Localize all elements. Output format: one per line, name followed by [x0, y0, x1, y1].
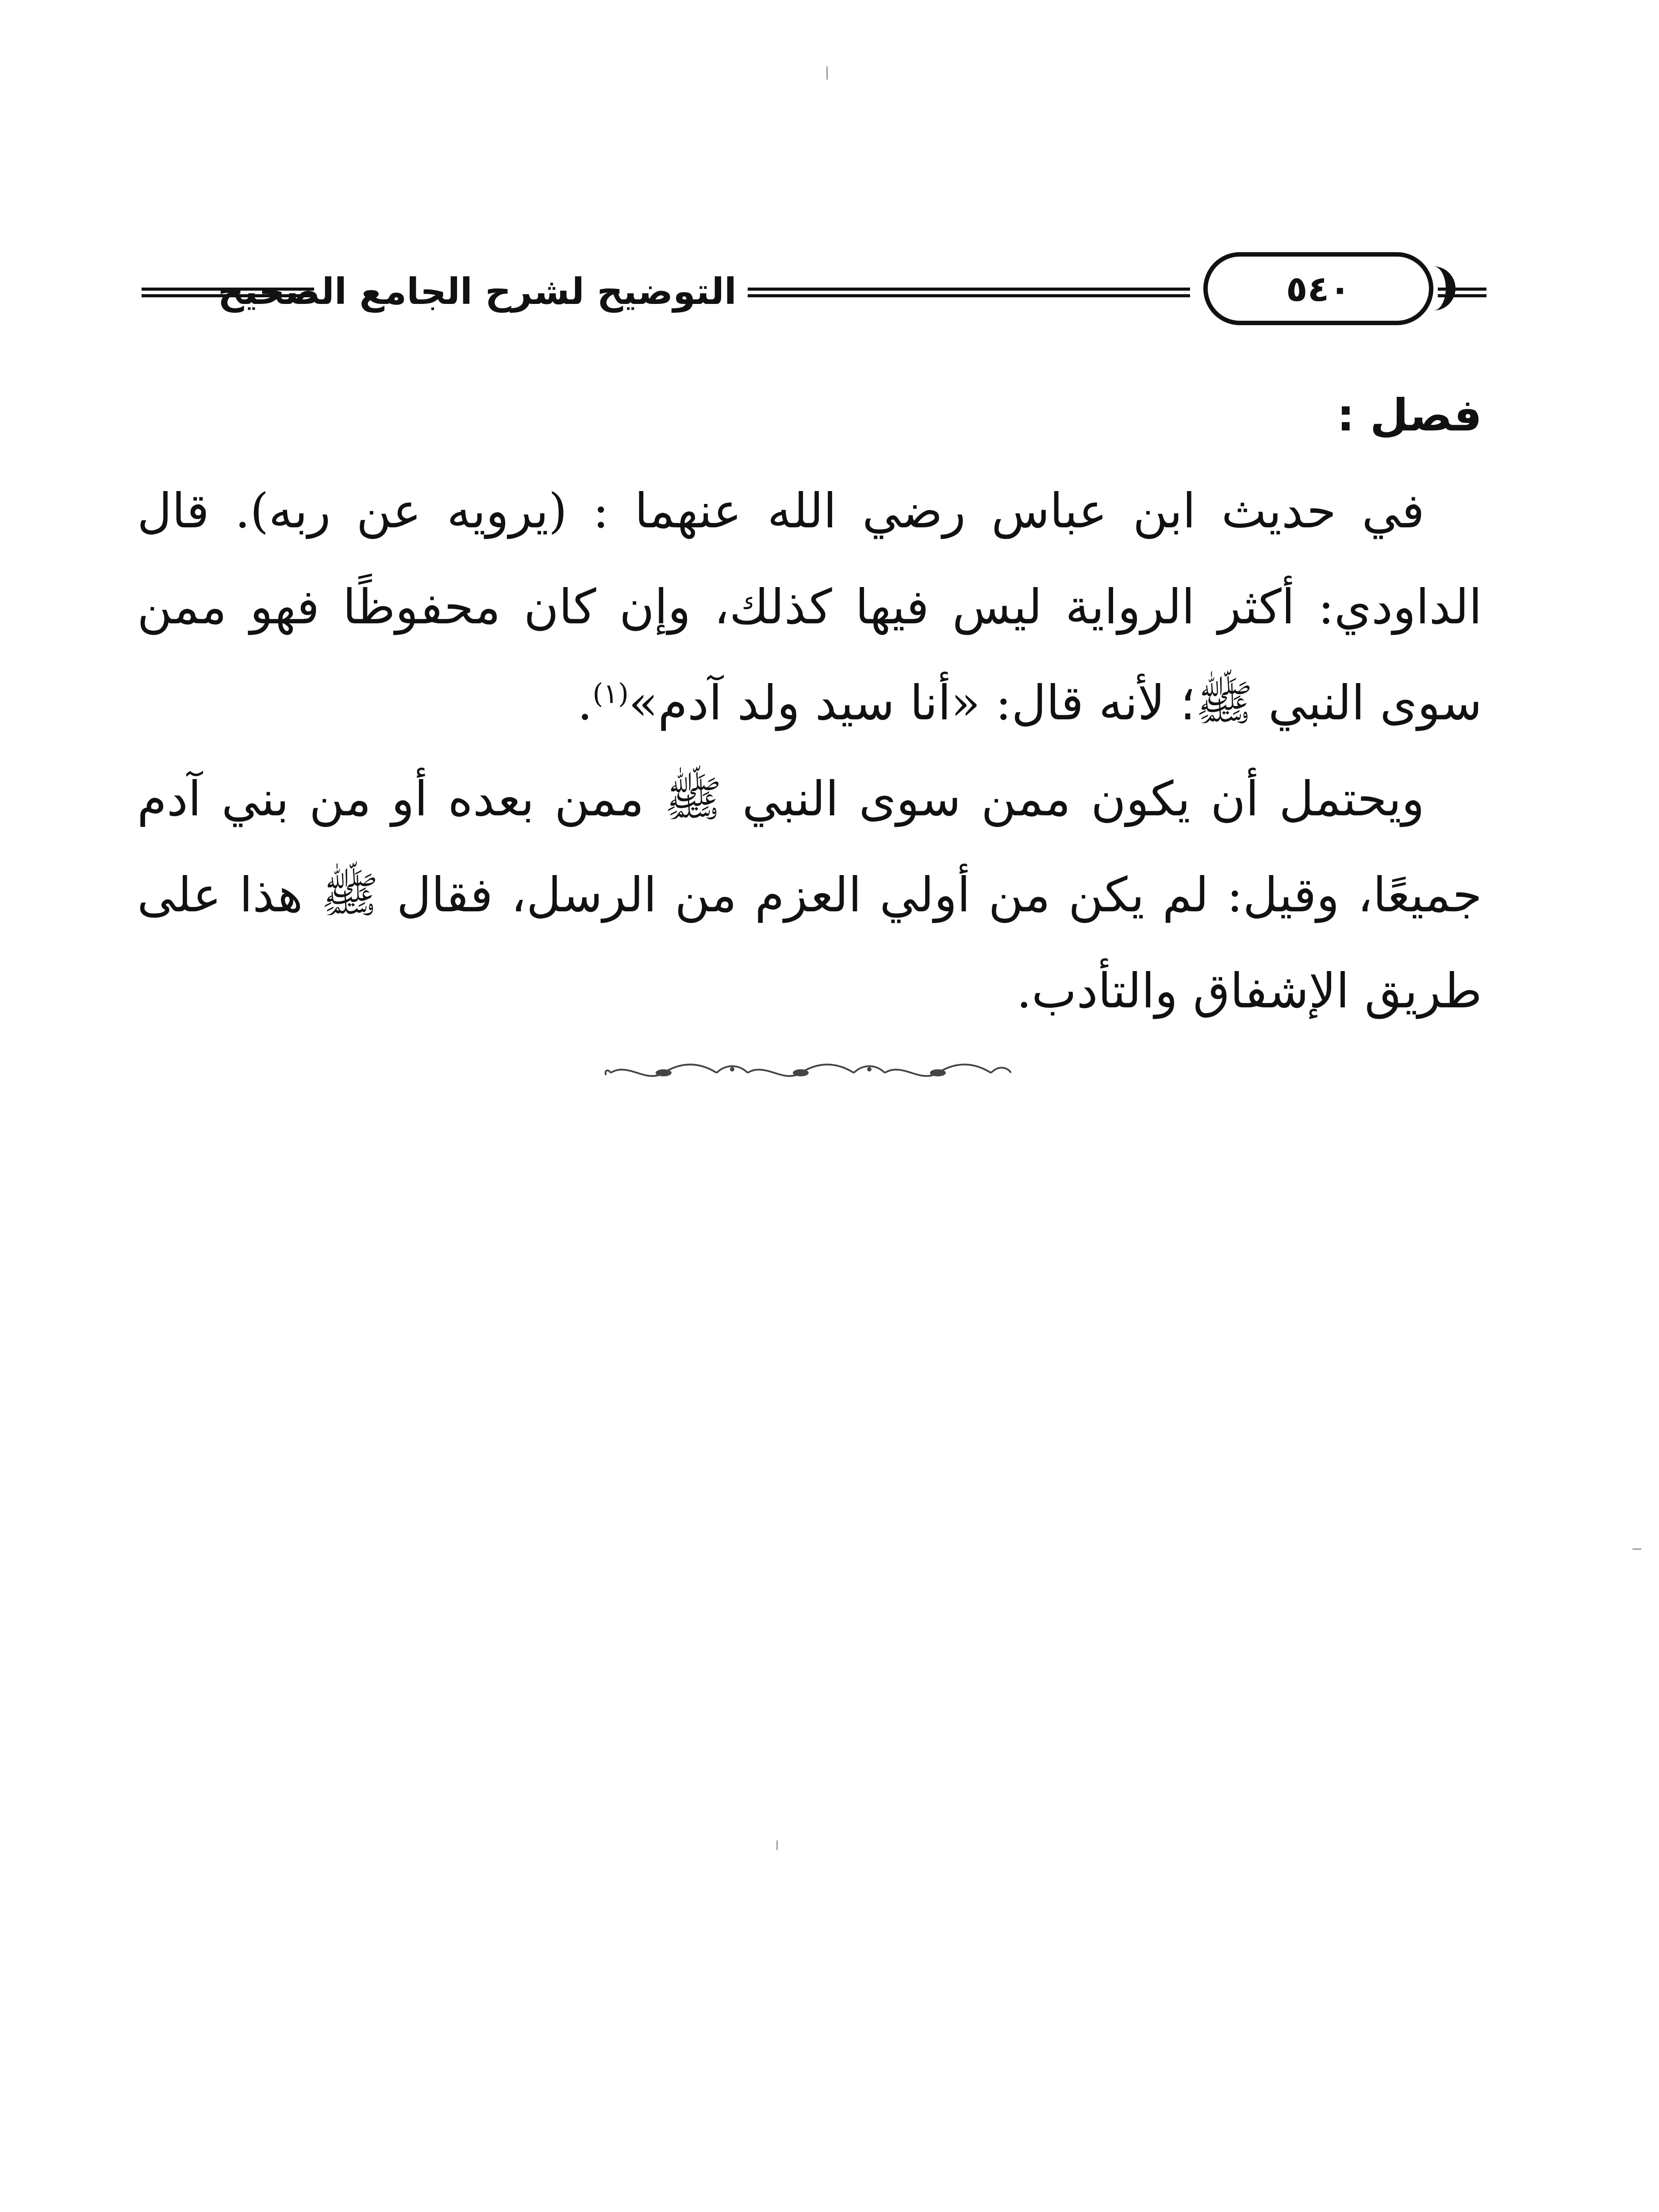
main-text	[137, 367, 1482, 1039]
running-header	[0, 248, 1659, 327]
paragraph-text: في حديث ابن عباس رضي الله عنهما : (يرويه عن ربه). قال الداودي: أكثر الرواية ليس فيها كذلك، وإن كان محفوظًا فهو ممن سوى النبي ﷺ؛ لأنه قال: «أنا سيد ولد آدم»	[137, 484, 1482, 731]
page-number-badge	[1203, 252, 1433, 325]
header-rule-right	[1438, 288, 1486, 297]
section-heading: فصل :	[1336, 389, 1482, 441]
section-end-ornament-icon	[602, 1060, 1018, 1086]
running-title: التوضيح لشرح الجامع الصحيح	[218, 271, 737, 313]
paragraph-end: .	[577, 676, 593, 731]
scan-speck	[826, 66, 828, 80]
header-rule-middle	[748, 288, 1190, 297]
paragraph	[137, 463, 1482, 751]
paragraph: ويحتمل أن يكون ممن سوى النبي ﷺ ممن بعده أو من بني آدم جميعًا، وقيل: لم يكن من أولي العزم من الرسل، فقال ﷺ هذا على طريق الإشفاق والتأدب.	[137, 772, 1482, 1019]
footnote-reference: (١)	[592, 677, 629, 710]
scan-speck	[776, 1840, 778, 1850]
scan-speck	[1632, 1548, 1641, 1550]
page-number: ٥٤٠	[1286, 268, 1351, 309]
